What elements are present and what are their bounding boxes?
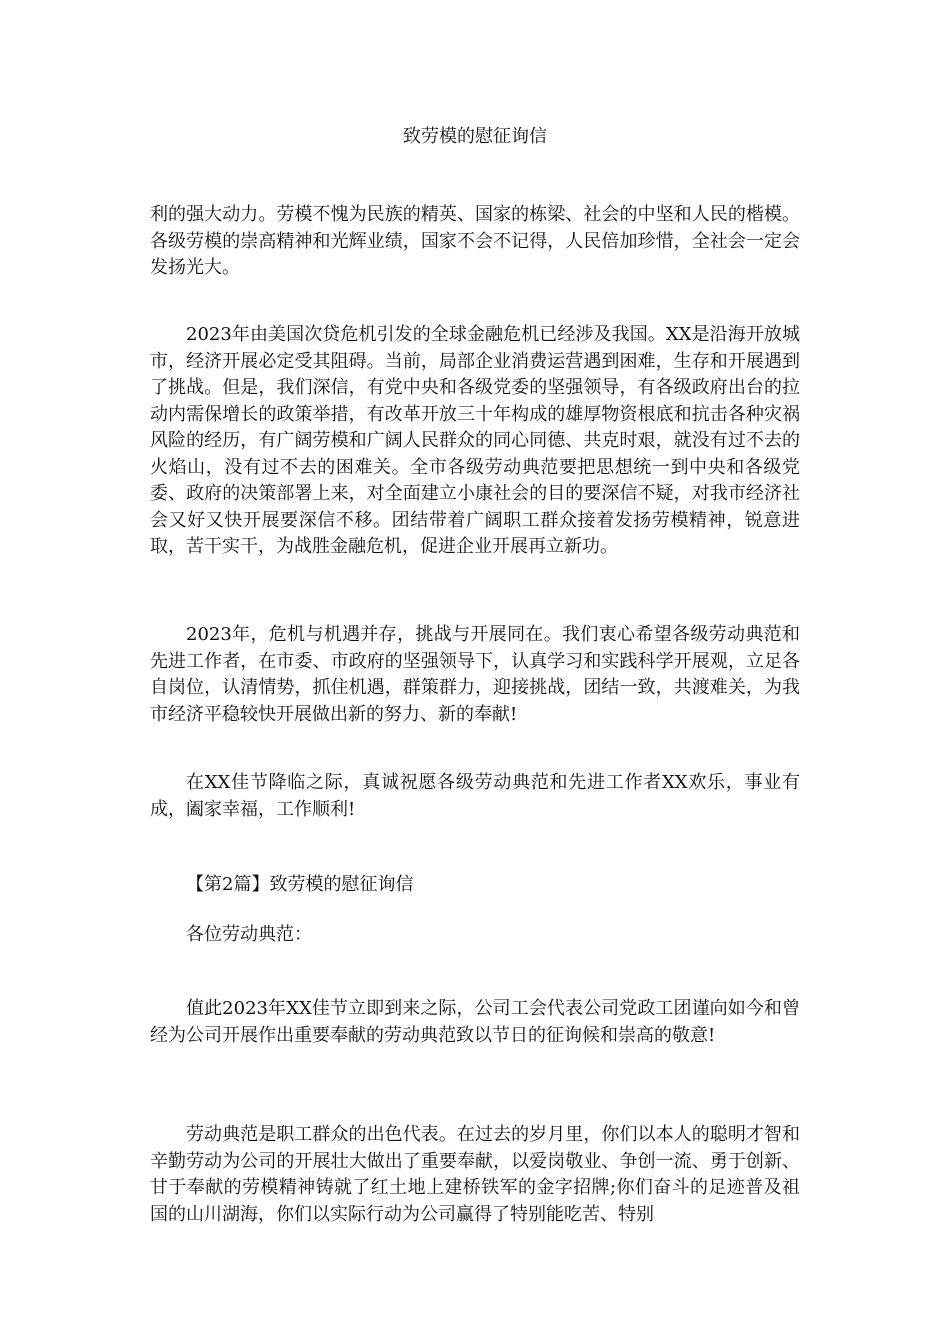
salutation: 各位劳动典范： (186, 924, 312, 945)
document-title: 致劳模的慰征询信 (403, 126, 547, 147)
paragraph-5: 值此2023年XX佳节立即到来之际，公司工会代表公司党政工团谨向如今和曾经为公司开展作出重要奉献的劳动典范致以节日的征询候和崇高的敬意! (150, 998, 800, 1046)
paragraph-6: 劳动典范是职工群众的出色代表。在过去的岁月里，你们以本人的聪明才智和辛勤劳动为公司的开展壮大做出了重要奉献，以爱岗敬业、争创一流、勇于创新、甘于奉献的劳模精神铸就了红土地上建桥铁军的金字招牌;你们奋斗的足迹普及祖国的山川湖海，你们以实际行动为公司赢得了特别能吃苦、特别 (150, 1124, 800, 1225)
paragraph-4: 在XX佳节降临之际，真诚祝愿各级劳动典范和先进工作者XX欢乐，事业有成，阖家幸福，工作顺利! (150, 772, 800, 820)
paragraph-1: 利的强大动力。劳模不愧为民族的精英、国家的栋梁、社会的中坚和人民的楷模。各级劳模的崇高精神和光辉业绩，国家不会不记得，人民倍加珍惜，全社会一定会发扬光大。 (150, 204, 800, 278)
paragraph-2: 2023年由美国次贷危机引发的全球金融危机已经涉及我国。XX是沿海开放城市，经济开展必定受其阻碍。当前，局部企业消费运营遇到困难，生存和开展遇到了挑战。但是，我们深信，有党中央和各级党委的坚强领导，有各级政府出台的拉动内需保增长的政策举措，有改革开放三十年构成的雄厚物资根底和抗击各种灾祸风险的经历，有广阔劳模和广阔人民群众的同心同德、共克时艰，就没有过不去的火焰山，没有过不去的困难关。全市各级劳动典范要把思想统一到中央和各级党委、政府的决策部署上来，对全面建立小康社会的目的要深信不疑，对我市经济社会又好又快开展要深信不移。团结带着广阔职工群众接着发扬劳模精神，锐意进取，苦干实干，为战胜金融危机，促进企业开展再立新功。 (150, 324, 800, 557)
paragraph-3: 2023年，危机与机遇并存，挑战与开展同在。我们衷心希望各级劳动典范和先进工作者，在市委、市政府的坚强领导下，认真学习和实践科学开展观，立足各自岗位，认清情势，抓住机遇，群策群力，迎接挑战，团结一致，共渡难关，为我市经济平稳较快开展做出新的努力、新的奉献! (150, 624, 800, 725)
section-heading: 【第2篇】致劳模的慰征询信 (186, 874, 414, 895)
